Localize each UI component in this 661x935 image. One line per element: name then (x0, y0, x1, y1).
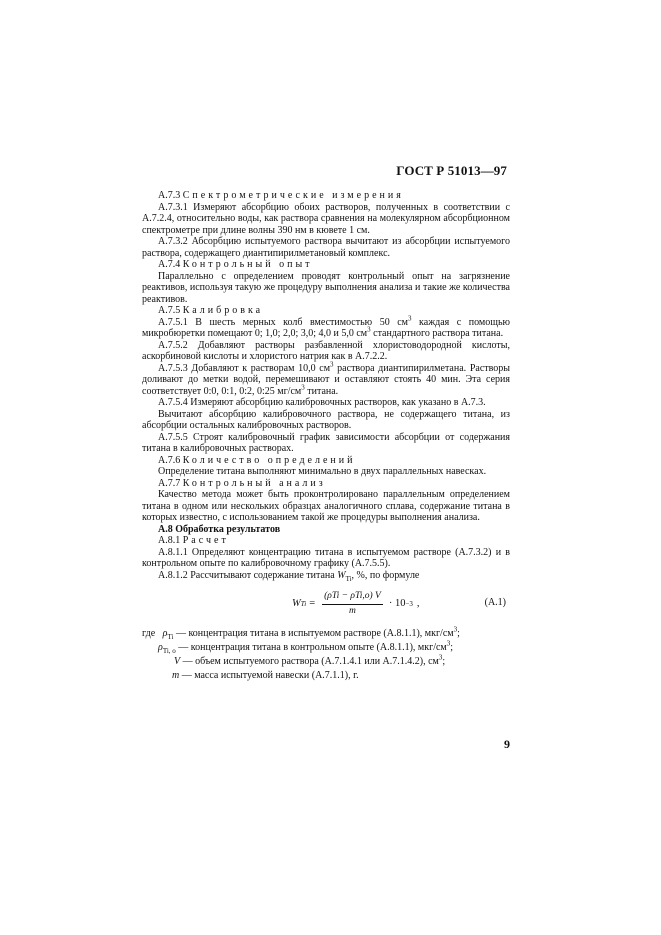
section-number: А.8.1 (158, 535, 181, 546)
formula-comma: , (416, 598, 420, 610)
formula-lhs: W (292, 598, 301, 610)
formula-a1 (142, 585, 510, 619)
page-number: 9 (504, 737, 510, 751)
section-number: А.7.7 (158, 477, 181, 489)
section-heading-a77 (142, 478, 510, 490)
paragraph-a732: А.7.3.2 Абсорбцию испытуемого раствора вычитают из абсорбции испытуемого раствора, содержащего диантипирилметановый комплекс. (142, 236, 510, 259)
text-run: каждая с помощью микробюретки помещают 0; 1,0; 2,0; 3,0; 4,0 и 5,0 см (142, 316, 510, 339)
section-number: А.7.3 (158, 190, 181, 201)
superscript: 3 (301, 383, 305, 392)
section-number: А.7.5 (158, 305, 181, 316)
definition-subscript: Ti (167, 633, 174, 641)
where-lead: где (142, 628, 156, 639)
variable-definitions (142, 627, 510, 683)
definition-v (142, 655, 510, 669)
formula-numerator: (ρTi − ρTi,o) V (322, 591, 383, 605)
definition-symbol: m (172, 670, 180, 681)
document-body (142, 190, 510, 683)
symbol: W (337, 569, 346, 581)
section-title: Расчет (182, 535, 229, 546)
paragraph-a754-b: Вычитают абсорбцию калибровочного раствора, не содержащего титана, из абсорбции остальных калибровочных растворов. (142, 408, 510, 431)
paragraph-a77: Качество метода может быть проконтролировано параллельным определением титана в одном или нескольких образцах аналогичного сплава, содержание титана в которых известно, с использованием такой же процедуры выполнения анализа. (142, 489, 510, 523)
section-number: А.7.6 (158, 454, 181, 466)
definition-rho-ti (142, 627, 510, 641)
definition-end: ; (457, 628, 460, 639)
definition-subscript: Ti, o (162, 647, 176, 655)
paragraph-a754: А.7.5.4 Измеряют абсорбцию калибровочных растворов, как указано в А.7.3. (158, 397, 486, 408)
section-heading-a76 (142, 455, 510, 467)
definition-symbol: V (174, 656, 181, 667)
paragraph-a76: Определение титана выполняют минимально в двух параллельных навесках. (158, 466, 487, 477)
text-run: титана. (304, 385, 339, 397)
definition-end: ; (442, 656, 446, 667)
formula-denominator: m (349, 605, 356, 616)
definition-text: — масса испытуемой навески (А.7.1.1), г. (179, 670, 359, 681)
section-title: Количество определений (182, 454, 356, 466)
definition-superscript: 3 (453, 625, 458, 634)
superscript: 3 (367, 325, 371, 334)
document-header: ГОСТ Р 51013—97 (396, 163, 507, 178)
section-heading-a73 (142, 190, 510, 202)
definition-symbol: ρ (158, 642, 163, 653)
paragraph-a812 (142, 570, 510, 582)
definition-rho-ti-o (142, 641, 510, 655)
paragraph-a753 (142, 360, 510, 398)
section-title: Спектрометрические измерения (182, 190, 404, 201)
paragraph-a755: А.7.5.5 Строят калибровочный график зависимости абсорбции от содержания титана в калибровочных растворах. (142, 431, 510, 454)
text-run: А.7.5.3 Добавляют к растворам 10,0 см (158, 362, 331, 374)
formula-fraction (322, 591, 383, 617)
definition-text: — концентрация титана в испытуемом растворе (А.8.1.1), мкг/см (173, 628, 454, 639)
text-run: А.7.5.1 В шесть мерных колб вместимостью 50 см (158, 316, 409, 328)
definition-superscript: 3 (446, 639, 451, 648)
text-run: , %, по формуле (351, 569, 420, 581)
superscript: 3 (330, 360, 334, 369)
text-run: стандартного раствора титана. (370, 328, 504, 339)
text-run: раствора диантипирилметана. Растворы доливают до метки водой, перемешивают и оставляют стоять 40 мин. Эта серия соответствует 0:0, 0:1, 0:2, 0:25 мг/см (142, 362, 510, 397)
paragraph-a731: А.7.3.1 Измеряют абсорбцию обоих растворов, полученных в соответствии с А.7.2.4, относительно воды, как раствора сравнения на молекулярном абсорбционном спектрометре при длине волны 390 нм в кювете 1 см. (142, 201, 510, 236)
definition-text: — концентрация титана в контрольном опыте (А.8.1.1), мкг/см (175, 642, 447, 653)
section-title: Калибровка (182, 305, 264, 316)
paragraph-a752: А.7.5.2 Добавляют растворы разбавленной хлористоводородной кислоты, аскорбиновой кислоты и хлористого натрия как в А.7.2.2. (142, 339, 510, 362)
section-heading-a74 (142, 259, 510, 271)
definition-symbol: ρ (162, 628, 168, 639)
definition-m (142, 669, 510, 683)
section-heading-a81 (142, 535, 510, 547)
paragraph-a74: Параллельно с определением проводят контрольный опыт на загрязнение реактивов, используя такую же процедуру выполнения анализа и такие же количества реактивов. (142, 270, 510, 305)
formula-expression: W Ti = $\frac{\text{(ρTi − ρTi,o) V}}{m}$ · 10 −3 , (292, 591, 420, 616)
paragraph-a811: А.8.1.1 Определяют концентрацию титана в испытуемом растворе (А.7.3.2) и в контрольном опыте по калибровочному графику (А.7.5.5). (142, 546, 510, 569)
definition-superscript: 3 (438, 653, 443, 662)
definition-text: — объем испытуемого раствора (А.7.1.4.1 или А.7.1.4.2), см (180, 656, 439, 667)
section-number: А.7.4 (158, 259, 181, 270)
text-run: А.8.1.2 Рассчитывают содержание титана (158, 569, 338, 581)
section-title: Контрольный опыт (182, 259, 313, 270)
formula-equals: = (309, 598, 316, 610)
paragraph-a751 (142, 314, 510, 340)
formula-multiplier: · 10 (388, 598, 406, 610)
section-heading-a75 (142, 305, 510, 317)
section-title: Контрольный анализ (182, 477, 326, 489)
definition-end: ; (450, 642, 454, 653)
subscript: Ti (345, 574, 352, 583)
section-heading-a8: А.8 Обработка результатов (158, 523, 281, 535)
equation-number: (А.1) (484, 597, 506, 608)
superscript: 3 (408, 314, 412, 323)
